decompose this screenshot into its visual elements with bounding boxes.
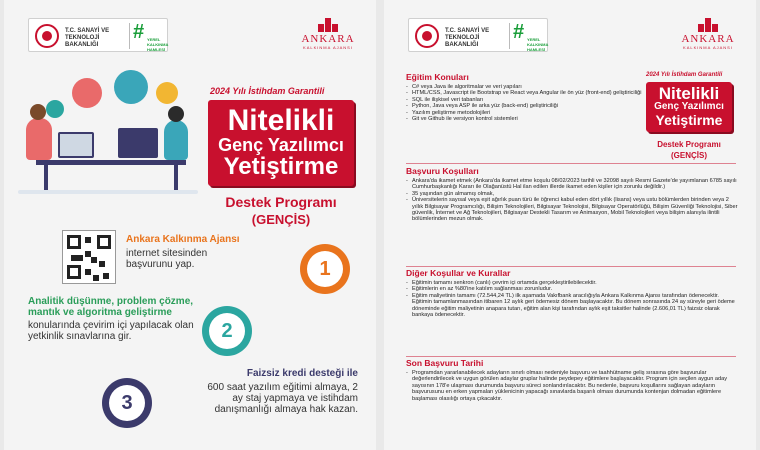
program-subtitle: Destek Programı — [225, 194, 337, 210]
list-item: - Git ve Github ile versiyon kontrol sistemleri — [406, 116, 642, 122]
ministry-logo — [408, 18, 548, 52]
program-acronym: (GENÇİS) — [251, 212, 311, 227]
bubble-icon — [114, 70, 148, 104]
agency-sub: KALKINMA AJANSI — [683, 45, 733, 50]
title-box — [208, 100, 354, 186]
section-heading-egitim: Eğitim Konuları — [406, 72, 469, 82]
program-subtitle: Destek Programı — [657, 140, 721, 149]
title-line-2: Genç Yazılımcı — [218, 135, 344, 155]
agency-name: ANKARA — [681, 33, 735, 45]
list-item: - 35 yaşından gün almamış olmak, — [406, 191, 738, 197]
section-heading-diger: Diğer Koşullar ve Kurallar — [406, 268, 511, 278]
list-item: - Üniversitelerin sayısal veya eşit ağırlık puan türü ile öğrenci kabul eden dört yıllık (lisans) veya ustu bölümlerden birinden veya 2 yıllık Bilgisayar Programcılığı, Bilişim Teknolojileri, Bilgisayar Teknolojisi, Bilgisayar Operatörlüğü, Bilişim Güvenliği Teknolojisi, Siber güvenlik, İnternet ve Ağ Teknolojileri, Bilgisayar Destekli Tasarım ve Animasyon, Mobil Teknolojileri veya bilişim alanıyla ilintili bölümlerinden mezun olmak. — [406, 197, 738, 223]
header — [28, 18, 358, 58]
bubble-icon — [46, 100, 64, 118]
step-1-number: 1 — [307, 251, 343, 287]
step-2-number: 2 — [209, 313, 245, 349]
agency-mark-icon — [696, 18, 720, 32]
step-1-text: internet sitesinden başvurunu yap. — [126, 248, 208, 270]
qr-code-icon — [62, 230, 116, 284]
step-1-title: Ankara Kalkınma Ajansı — [126, 234, 240, 245]
list-item: - Eğitimlerin en az %80'ine katılım sağlanması zorunludur. — [406, 286, 738, 292]
laptop-icon — [58, 132, 94, 158]
list-item: - HTML/CSS, Javascript ile Bootstrap ve React veya Angular ile ön yüz (front-end) geliştiriciliği — [406, 90, 642, 96]
left-page — [4, 0, 376, 450]
step-2-title: Analitik düşünme, problem çözme, mantık ve algoritma geliştirme — [28, 296, 194, 318]
hashtag-icon: # — [133, 21, 145, 43]
section-heading-son: Son Başvuru Tarihi — [406, 358, 484, 368]
basvuru-list — [406, 178, 738, 223]
ministry-name: T.C. SANAYİ VE TEKNOLOJİ BAKANLIĞI — [65, 28, 110, 48]
ankara-agency-logo — [678, 18, 738, 54]
hashtag-icon: # — [513, 21, 525, 43]
bubble-icon — [156, 82, 178, 104]
section-heading-basvuru: Başvuru Koşulları — [406, 166, 479, 176]
list-item: - Python, Java veya ASP ile arka yüz (back-end) geliştiriciliği — [406, 103, 642, 109]
egitim-list — [406, 84, 642, 122]
title-line-1: Nitelikli — [658, 84, 720, 103]
bubble-icon — [72, 78, 102, 108]
person-right-icon — [164, 120, 188, 160]
list-item: - Programdan yararlanabilecek adayların sınırlı olması nedeniyle başvuru ve taahhütname geliş sırasına göre başvurular değerlendirilecek ve uygun görülen adaylar gruplar halinde peydepey eğitimlere başlayacaktır. Program için seçilen aygun aday sayısının 178'e ulaşması durumunda başvuru süreci sonlandırılacaktır. Bu nedenle, başvuru koşullarını sağlayan adayların başvurusunu en erken yapmaları yüklenicinin yapacağı sınavlarda başarılı olması durumunda kontenjan dolmadan eğitimlere başlaması olasılığı ortaya çıkacaktır. — [406, 370, 738, 402]
ministry-logo — [28, 18, 168, 52]
year-line: 2024 Yılı İstihdam Garantili — [646, 72, 723, 78]
ankara-agency-logo — [298, 18, 358, 54]
developers-illustration — [18, 70, 198, 200]
list-item: - Eğitim maliyetinin tamamı (72.544,24 TL) ilk aşamada Vakıfbank aracılığıyla Ankara Kalkınma Ajansı tarafından ödenecektir. Eğitimin tamamlanmasından itibaren 12 aylık geri ödemesiz dönem başlayacaktır. Bu dönem sonrasında 24 ay süreyle geri ödeme döneminde eğitim maliyetinin anapara tutarı, eğitim alan kişi tarafından aylık eşit taksitler halinde (2.606,01 TL) faizsiz olarak bankaya ödenecektir. — [406, 293, 738, 319]
hashtag-caption: YEREL KALKINMA HAMLESİ — [527, 37, 549, 52]
agency-mark-icon — [316, 18, 340, 32]
title-box — [646, 82, 732, 132]
step-2-text: konularında çevirim içi yapılacak olan yetkinlik sınavlarına gir. — [28, 320, 194, 342]
desk-icon — [36, 160, 186, 165]
title-line-2: Genç Yazılımcı — [654, 101, 724, 112]
person-left-icon — [26, 118, 52, 160]
monitor-icon — [118, 128, 158, 158]
program-acronym: (GENÇİS) — [671, 151, 707, 160]
agency-sub: KALKINMA AJANSI — [303, 45, 353, 50]
step-3-number: 3 — [109, 385, 145, 421]
ministry-seal-icon — [415, 24, 439, 48]
step-3-title: Faizsiz kredi desteği ile — [246, 368, 358, 379]
list-item: - SQL ile ilişkisel veri tabanları — [406, 97, 642, 103]
hashtag-caption: YEREL KALKINMA HAMLESİ — [147, 37, 169, 52]
son-list — [406, 370, 738, 402]
diger-list — [406, 280, 738, 318]
list-item: - Ankara'da ikamet etmek (Ankara'da ikamet etme koşulu 08/02/2023 tarihli ve 32098 sayılı Resmi Gazete'de yayımlanan 6785 sayılı Cumhurbaşkanlığı Kararı ile Olağanüstü Hal ilan edilen illerde ikamet eden kişiler için zorunlu değildir.) — [406, 178, 738, 191]
step-3-text: 600 saat yazılım eğitimi almaya, 2 ay staj yapmaya ve istihdam danışmanlığı almaya hak kazan. — [207, 382, 358, 415]
ministry-seal-icon — [35, 24, 59, 48]
ministry-name: T.C. SANAYİ VE TEKNOLOJİ BAKANLIĞI — [445, 28, 490, 48]
agency-name: ANKARA — [301, 33, 355, 45]
title-line-3: Yetiştirme — [223, 152, 339, 180]
header — [408, 18, 738, 58]
list-item: - Eğitimin tamamı senkron (canlı) çevrim içi ortamda gerçekleştirilebilecektir. — [406, 280, 738, 286]
title-line-3: Yetiştirme — [655, 111, 723, 128]
title-line-1: Nitelikli — [227, 104, 335, 137]
list-item: - C# veya Java ile algoritmalar ve veri yapıları — [406, 84, 642, 90]
right-page — [384, 0, 756, 450]
year-line: 2024 Yılı İstihdam Garantili — [210, 86, 325, 96]
list-item: - Yazılım geliştirme metodolojileri — [406, 110, 642, 116]
